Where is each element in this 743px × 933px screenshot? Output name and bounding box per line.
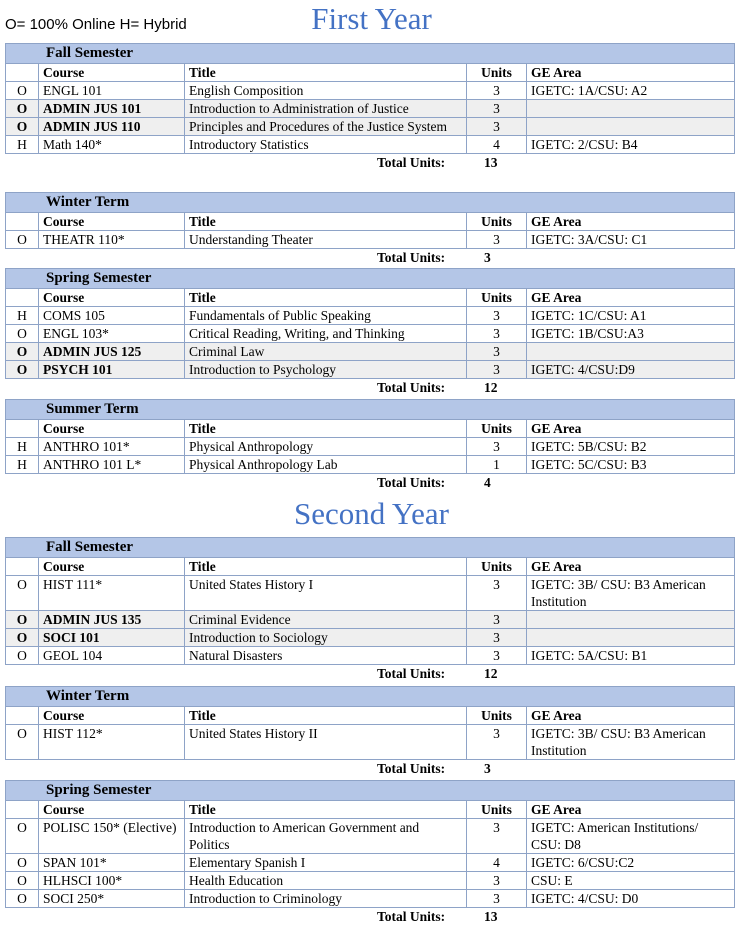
- total-label: Total Units:: [377, 761, 446, 776]
- course-row: [6, 231, 735, 249]
- ge-area: [527, 343, 735, 361]
- course-title: Introduction to Criminology: [185, 890, 467, 908]
- mode-cell: O: [6, 361, 39, 379]
- ge-header: GE Area: [527, 801, 735, 819]
- mode-cell: H: [6, 456, 39, 474]
- column-header-row: [6, 213, 735, 231]
- term-name: Winter Term: [6, 193, 735, 213]
- course-code: ANTHRO 101 L*: [39, 456, 185, 474]
- course-row: [6, 611, 735, 629]
- course-title: Health Education: [185, 872, 467, 890]
- column-header-row: [6, 558, 735, 576]
- course-header: Course: [39, 420, 185, 438]
- total-value: 13: [484, 155, 498, 170]
- course-header: Course: [39, 558, 185, 576]
- mode-cell: O: [6, 611, 39, 629]
- ge-header: GE Area: [527, 289, 735, 307]
- mode-cell: O: [6, 819, 39, 854]
- term-table: [5, 780, 735, 908]
- course-title: Introductory Statistics: [185, 136, 467, 154]
- year-title: Second Year: [294, 496, 449, 531]
- course-units: 3: [467, 307, 527, 325]
- term-table: [5, 537, 735, 665]
- total-label: Total Units:: [377, 380, 446, 395]
- course-title: Elementary Spanish I: [185, 854, 467, 872]
- units-header: Units: [467, 707, 527, 725]
- mode-header: [6, 289, 39, 307]
- course-units: 3: [467, 325, 527, 343]
- title-header: Title: [185, 420, 467, 438]
- mode-legend: O= 100% Online H= Hybrid: [5, 16, 187, 33]
- course-title: Physical Anthropology: [185, 438, 467, 456]
- term-table: [5, 43, 735, 154]
- course-row: [6, 819, 735, 854]
- course-row: [6, 890, 735, 908]
- ge-area: [527, 611, 735, 629]
- course-units: 3: [467, 872, 527, 890]
- mode-cell: O: [6, 118, 39, 136]
- course-header: Course: [39, 801, 185, 819]
- course-row: [6, 438, 735, 456]
- ge-area: IGETC: 2/CSU: B4: [527, 136, 735, 154]
- course-row: [6, 872, 735, 890]
- total-label: Total Units:: [377, 155, 446, 170]
- course-units: 3: [467, 629, 527, 647]
- ge-area: IGETC: 3B/ CSU: B3 American Institution: [527, 725, 735, 760]
- mode-header: [6, 213, 39, 231]
- course-row: [6, 325, 735, 343]
- mode-cell: O: [6, 343, 39, 361]
- ge-area: IGETC: 1C/CSU: A1: [527, 307, 735, 325]
- course-units: 3: [467, 647, 527, 665]
- mode-header: [6, 420, 39, 438]
- term-header: [6, 687, 735, 707]
- course-title: Fundamentals of Public Speaking: [185, 307, 467, 325]
- units-header: Units: [467, 213, 527, 231]
- course-title: Criminal Law: [185, 343, 467, 361]
- term-header: [6, 193, 735, 213]
- course-code: ADMIN JUS 101: [39, 100, 185, 118]
- course-title: Principles and Procedures of the Justice System: [185, 118, 467, 136]
- year-title: First Year: [311, 1, 432, 36]
- ge-area: IGETC: 4/CSU: D0: [527, 890, 735, 908]
- course-row: [6, 456, 735, 474]
- term-name: Winter Term: [6, 687, 735, 707]
- ge-area: IGETC: 4/CSU:D9: [527, 361, 735, 379]
- ge-area: IGETC: 5B/CSU: B2: [527, 438, 735, 456]
- course-row: [6, 854, 735, 872]
- course-row: [6, 361, 735, 379]
- ge-area: [527, 629, 735, 647]
- course-title: Criminal Evidence: [185, 611, 467, 629]
- course-code: ADMIN JUS 135: [39, 611, 185, 629]
- ge-header: GE Area: [527, 558, 735, 576]
- course-header: Course: [39, 213, 185, 231]
- course-code: COMS 105: [39, 307, 185, 325]
- term-name: Spring Semester: [6, 781, 735, 801]
- course-code: Math 140*: [39, 136, 185, 154]
- term-header: [6, 400, 735, 420]
- course-code: ENGL 101: [39, 82, 185, 100]
- term-name: Fall Semester: [6, 44, 735, 64]
- course-units: 3: [467, 438, 527, 456]
- course-row: [6, 136, 735, 154]
- mode-header: [6, 64, 39, 82]
- course-header: Course: [39, 289, 185, 307]
- title-header: Title: [185, 289, 467, 307]
- mode-cell: O: [6, 854, 39, 872]
- course-title: English Composition: [185, 82, 467, 100]
- title-header: Title: [185, 558, 467, 576]
- course-title: Natural Disasters: [185, 647, 467, 665]
- term-header: [6, 44, 735, 64]
- mode-cell: O: [6, 325, 39, 343]
- course-code: HLHSCI 100*: [39, 872, 185, 890]
- course-title: Introduction to Psychology: [185, 361, 467, 379]
- course-code: PSYCH 101: [39, 361, 185, 379]
- ge-area: IGETC: 3A/CSU: C1: [527, 231, 735, 249]
- ge-area: [527, 100, 735, 118]
- course-code: HIST 112*: [39, 725, 185, 760]
- total-label: Total Units:: [377, 250, 446, 265]
- term-total: [377, 666, 498, 682]
- ge-header: GE Area: [527, 707, 735, 725]
- total-value: 4: [484, 475, 491, 490]
- course-row: [6, 725, 735, 760]
- term-total: [377, 380, 498, 396]
- term-total: [377, 909, 498, 925]
- units-header: Units: [467, 801, 527, 819]
- course-row: [6, 576, 735, 611]
- course-units: 3: [467, 82, 527, 100]
- course-title: Physical Anthropology Lab: [185, 456, 467, 474]
- mode-cell: O: [6, 647, 39, 665]
- course-code: ADMIN JUS 125: [39, 343, 185, 361]
- term-table: [5, 686, 735, 760]
- course-code: SOCI 250*: [39, 890, 185, 908]
- column-header-row: [6, 64, 735, 82]
- ge-area: CSU: E: [527, 872, 735, 890]
- course-code: ENGL 103*: [39, 325, 185, 343]
- total-value: 12: [484, 380, 498, 395]
- term-header: [6, 538, 735, 558]
- ge-area: IGETC: 5A/CSU: B1: [527, 647, 735, 665]
- title-header: Title: [185, 64, 467, 82]
- term-name: Fall Semester: [6, 538, 735, 558]
- course-header: Course: [39, 64, 185, 82]
- mode-cell: O: [6, 890, 39, 908]
- term-total: [377, 155, 498, 171]
- mode-cell: O: [6, 82, 39, 100]
- mode-cell: H: [6, 136, 39, 154]
- course-title: Introduction to American Government and Politics: [185, 819, 467, 854]
- course-code: ADMIN JUS 110: [39, 118, 185, 136]
- mode-cell: O: [6, 872, 39, 890]
- term-table: [5, 192, 735, 249]
- mode-header: [6, 801, 39, 819]
- course-row: [6, 100, 735, 118]
- title-header: Title: [185, 707, 467, 725]
- course-units: 3: [467, 819, 527, 854]
- course-units: 4: [467, 136, 527, 154]
- mode-cell: O: [6, 231, 39, 249]
- column-header-row: [6, 707, 735, 725]
- column-header-row: [6, 420, 735, 438]
- ge-header: GE Area: [527, 64, 735, 82]
- mode-header: [6, 558, 39, 576]
- term-total: [377, 761, 491, 777]
- term-name: Spring Semester: [6, 269, 735, 289]
- course-row: [6, 82, 735, 100]
- units-header: Units: [467, 558, 527, 576]
- total-value: 3: [484, 761, 491, 776]
- units-header: Units: [467, 420, 527, 438]
- course-title: United States History I: [185, 576, 467, 611]
- course-units: 3: [467, 361, 527, 379]
- course-row: [6, 343, 735, 361]
- units-header: Units: [467, 289, 527, 307]
- ge-area: [527, 118, 735, 136]
- mode-cell: H: [6, 307, 39, 325]
- course-title: Critical Reading, Writing, and Thinking: [185, 325, 467, 343]
- title-header: Title: [185, 801, 467, 819]
- course-code: ANTHRO 101*: [39, 438, 185, 456]
- mode-cell: H: [6, 438, 39, 456]
- total-value: 3: [484, 250, 491, 265]
- mode-cell: O: [6, 725, 39, 760]
- total-value: 12: [484, 666, 498, 681]
- course-units: 3: [467, 576, 527, 611]
- course-code: THEATR 110*: [39, 231, 185, 249]
- units-header: Units: [467, 64, 527, 82]
- course-title: Introduction to Administration of Justice: [185, 100, 467, 118]
- course-row: [6, 647, 735, 665]
- mode-cell: O: [6, 629, 39, 647]
- ge-area: IGETC: 6/CSU:C2: [527, 854, 735, 872]
- total-label: Total Units:: [377, 666, 446, 681]
- term-table: [5, 268, 735, 379]
- term-name: Summer Term: [6, 400, 735, 420]
- course-units: 3: [467, 118, 527, 136]
- ge-header: GE Area: [527, 420, 735, 438]
- term-header: [6, 269, 735, 289]
- course-title: Understanding Theater: [185, 231, 467, 249]
- course-row: [6, 629, 735, 647]
- column-header-row: [6, 289, 735, 307]
- column-header-row: [6, 801, 735, 819]
- course-code: POLISC 150* (Elective): [39, 819, 185, 854]
- course-code: GEOL 104: [39, 647, 185, 665]
- course-header: Course: [39, 707, 185, 725]
- course-title: United States History II: [185, 725, 467, 760]
- total-label: Total Units:: [377, 909, 446, 924]
- course-code: SPAN 101*: [39, 854, 185, 872]
- mode-header: [6, 707, 39, 725]
- course-units: 3: [467, 890, 527, 908]
- ge-area: IGETC: American Institutions/ CSU: D8: [527, 819, 735, 854]
- term-total: [377, 250, 491, 266]
- term-total: [377, 475, 491, 491]
- ge-area: IGETC: 3B/ CSU: B3 American Institution: [527, 576, 735, 611]
- course-row: [6, 118, 735, 136]
- title-header: Title: [185, 213, 467, 231]
- ge-area: IGETC: 1A/CSU: A2: [527, 82, 735, 100]
- mode-cell: O: [6, 576, 39, 611]
- mode-cell: O: [6, 100, 39, 118]
- term-header: [6, 781, 735, 801]
- course-units: 4: [467, 854, 527, 872]
- course-title: Introduction to Sociology: [185, 629, 467, 647]
- course-row: [6, 307, 735, 325]
- course-code: SOCI 101: [39, 629, 185, 647]
- total-label: Total Units:: [377, 475, 446, 490]
- course-units: 3: [467, 725, 527, 760]
- course-units: 3: [467, 231, 527, 249]
- term-table: [5, 399, 735, 474]
- course-code: HIST 111*: [39, 576, 185, 611]
- course-units: 1: [467, 456, 527, 474]
- ge-area: IGETC: 1B/CSU:A3: [527, 325, 735, 343]
- total-value: 13: [484, 909, 498, 924]
- course-units: 3: [467, 611, 527, 629]
- course-units: 3: [467, 100, 527, 118]
- ge-header: GE Area: [527, 213, 735, 231]
- ge-area: IGETC: 5C/CSU: B3: [527, 456, 735, 474]
- course-units: 3: [467, 343, 527, 361]
